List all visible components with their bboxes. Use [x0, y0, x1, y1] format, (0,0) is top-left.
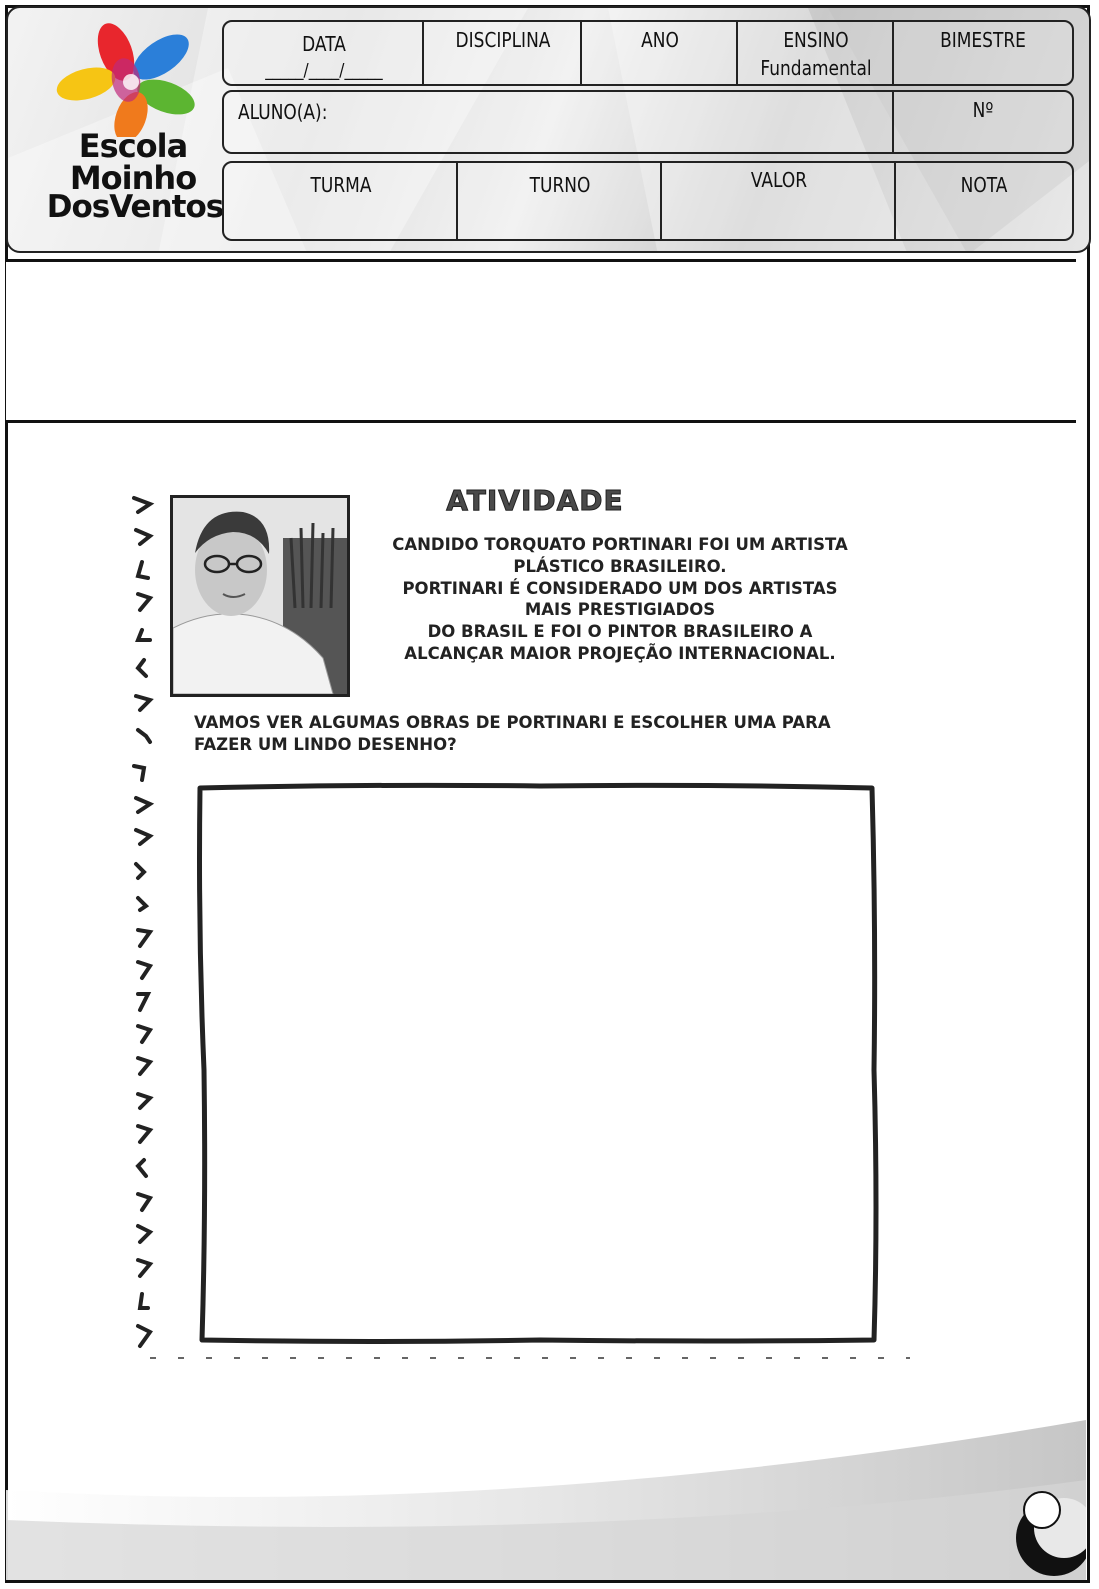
- number-cell[interactable]: [892, 92, 1072, 152]
- class-label: TURMA: [310, 173, 372, 197]
- intro-line: CANDIDO TORQUATO PORTINARI FOI UM ARTISTA: [392, 535, 848, 554]
- intro-line: PORTINARI É CONSIDERADO UM DOS ARTISTAS: [402, 578, 838, 598]
- footer-swoosh: [6, 1410, 1086, 1585]
- school-name-line1: Escola: [78, 127, 188, 165]
- school-name-line2: Moinho: [69, 159, 197, 197]
- spiral-binding: [128, 490, 158, 1360]
- intro-line: PLÁSTICO BRASILEIRO.: [513, 556, 727, 576]
- teaching-level-cell[interactable]: [736, 22, 894, 84]
- activity-title: ATIVIDADE: [446, 484, 624, 517]
- school-name-line3: DosVentos: [46, 189, 224, 225]
- header-row-3: [222, 161, 1074, 241]
- intro-line: DO BRASIL E FOI O PINTOR BRASILEIRO A: [427, 622, 813, 642]
- portrait-photo-icon: [173, 498, 347, 694]
- drawing-area[interactable]: [190, 780, 890, 1355]
- title-band: [6, 259, 1076, 423]
- discipline-label: DISCIPLINA: [455, 28, 551, 52]
- teaching-level-value: Fundamental: [760, 56, 872, 80]
- shift-label: TURNO: [529, 173, 591, 197]
- header-row-1: [222, 20, 1074, 86]
- intro-line: ALCANÇAR MAIOR PROJEÇÃO INTERNACIONAL.: [404, 643, 836, 663]
- shift-cell[interactable]: [456, 163, 662, 239]
- intro-text: [360, 534, 880, 665]
- teaching-level-label: ENSINO: [783, 28, 849, 52]
- worksheet-header: [6, 6, 1091, 253]
- instruction-line: FAZER UM LINDO DESENHO?: [194, 735, 457, 754]
- bimester-cell[interactable]: [892, 22, 1072, 84]
- value-cell[interactable]: [660, 163, 896, 239]
- discipline-cell[interactable]: [422, 22, 582, 84]
- number-label: Nº: [972, 98, 994, 122]
- intro-line: MAIS PRESTIGIADOS: [524, 600, 716, 620]
- grade-cell[interactable]: [894, 163, 1072, 239]
- grade-label: NOTA: [960, 173, 1008, 197]
- pinwheel-icon: [56, 22, 206, 137]
- instruction-text: [194, 712, 894, 756]
- instruction-line: VAMOS VER ALGUMAS OBRAS DE PORTINARI E ESCOLHER UMA PARA: [194, 713, 831, 732]
- school-logo: [28, 22, 228, 242]
- bimester-label: BIMESTRE: [940, 28, 1026, 52]
- portinari-portrait: [170, 495, 350, 697]
- year-cell[interactable]: [580, 22, 738, 84]
- date-blank[interactable]: _____/____/_____: [265, 60, 383, 81]
- value-label: VALOR: [750, 168, 808, 192]
- header-row-2: [222, 90, 1074, 154]
- bottom-edge-marks: [150, 1352, 910, 1364]
- date-label: DATA: [302, 32, 346, 56]
- student-label: ALUNO(A):: [238, 100, 328, 124]
- year-label: ANO: [641, 28, 679, 52]
